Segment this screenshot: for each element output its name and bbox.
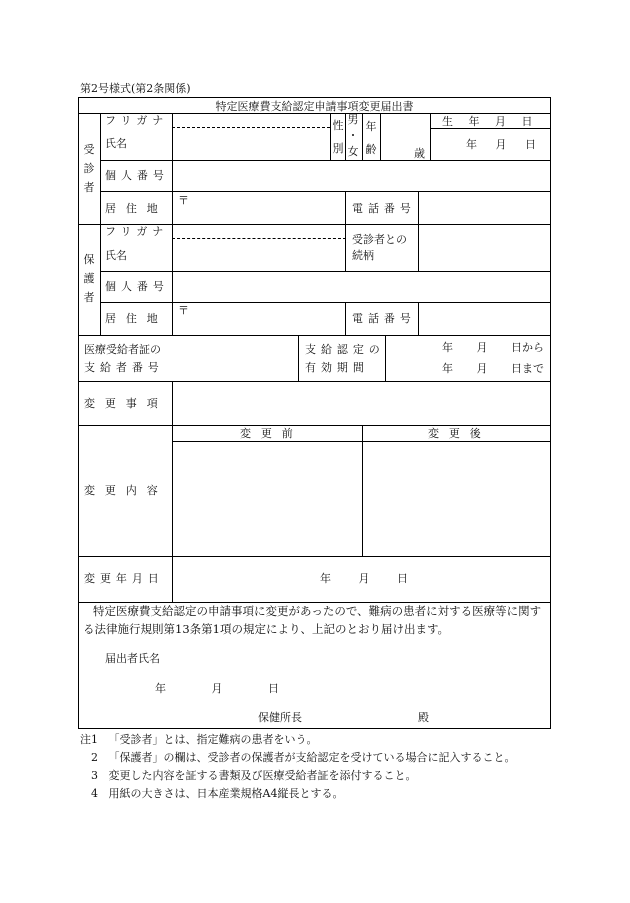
- certificate-label-2: 支給者番号: [84, 361, 164, 374]
- validity-label-2: 有効期間: [305, 361, 369, 374]
- addressee: 保健所長: [258, 711, 302, 724]
- birth-date-field[interactable]: 年 月 日: [466, 138, 536, 151]
- guardian-furigana-label: フリガナ: [105, 225, 169, 238]
- age-label: 年 齢: [365, 120, 377, 156]
- birth-label: 生 年 月 日: [442, 115, 533, 128]
- patient-name-label: 氏名: [105, 137, 127, 150]
- note-2: 2 「保護者」の欄は、受診者の保護者が支給認定を受けている場合に記入すること。: [91, 751, 516, 764]
- patient-id-label: 個人番号: [105, 169, 169, 182]
- form-title: 特定医療費支給認定申請事項変更届出書: [215, 100, 414, 113]
- col-line: [362, 113, 363, 160]
- note-4: 4 用紙の大きさは、日本産業規格A4縦長とする。: [91, 787, 344, 800]
- certificate-label-1: 医療受給者証の: [84, 343, 161, 356]
- col-line: [430, 113, 431, 160]
- age-unit: 歳: [414, 147, 425, 160]
- col-line: [345, 224, 346, 271]
- col-line: [345, 302, 346, 335]
- patient-group-label: 受 診 者: [83, 143, 95, 194]
- frame-right: [550, 97, 551, 729]
- divider: [172, 441, 551, 442]
- honorific: 殿: [418, 711, 429, 724]
- declaration-line-2: る法律施行規則第13条第1項の規定により、上記のとおり届け出ます。: [83, 622, 450, 636]
- note-1: 注1 「受診者」とは、指定難病の患者をいう。: [80, 733, 318, 746]
- divider: [100, 191, 550, 192]
- guardian-name-label: 氏名: [105, 249, 127, 262]
- note-3: 3 変更した内容を証する書類及び医療受給者証を添付すること。: [91, 769, 417, 782]
- divider: [100, 160, 550, 161]
- patient-furigana-label: フリガナ: [105, 114, 169, 127]
- col-line: [418, 191, 419, 224]
- guardian-phone-label: 電話番号: [352, 312, 416, 325]
- guardian-id-label: 個人番号: [105, 280, 169, 293]
- change-content-label: 変更内容: [84, 484, 168, 497]
- change-before-header: 変更前: [240, 427, 303, 440]
- label-col-divider-lower: [172, 381, 173, 602]
- validity-from[interactable]: 年 月 日から: [442, 341, 544, 354]
- change-date-field[interactable]: 年 月 日: [320, 572, 408, 585]
- sex-label: 性 別: [332, 119, 344, 155]
- declaration-line-1: 特定医療費支給認定の申請事項に変更があったので、難病の患者に対する医療等に関す: [93, 604, 542, 618]
- col-line: [298, 335, 299, 381]
- guardian-group-label: 保 護 者: [83, 253, 95, 304]
- divider: [78, 602, 551, 603]
- relation-label-1: 受診者との: [352, 233, 407, 246]
- divider: [78, 556, 551, 557]
- frame-top: [78, 97, 551, 98]
- change-item-label: 変更事項: [84, 397, 168, 410]
- divider: [100, 302, 550, 303]
- guardian-postal-mark: 〒: [178, 304, 189, 317]
- col-line: [380, 113, 381, 160]
- change-date-label: 変更年月日: [84, 572, 164, 585]
- relation-label-2: 続柄: [352, 249, 374, 262]
- validity-to[interactable]: 年 月 日まで: [442, 362, 544, 375]
- divider: [78, 425, 551, 426]
- col-line: [418, 302, 419, 335]
- divider: [78, 381, 551, 382]
- divider: [430, 128, 550, 129]
- frame-left: [78, 97, 79, 729]
- submitter-name-label: 届出者氏名: [105, 652, 160, 665]
- col-line: [345, 191, 346, 224]
- form-number: 第2号様式(第2条関係): [80, 82, 191, 95]
- divider: [100, 271, 550, 272]
- furigana-dash: [172, 238, 346, 239]
- change-after-header: 変更後: [428, 427, 491, 440]
- col-line: [385, 335, 386, 381]
- furigana-dash: [172, 127, 330, 128]
- patient-address-label: 居住地: [105, 202, 168, 215]
- col-line: [418, 224, 419, 271]
- divider: [78, 335, 551, 336]
- postal-mark: 〒: [178, 194, 189, 207]
- sex-options: 男 ・ 女: [347, 113, 359, 158]
- patient-phone-label: 電話番号: [352, 202, 416, 215]
- validity-label-1: 支給認定の: [305, 343, 385, 356]
- guardian-address-label: 居住地: [105, 312, 168, 325]
- frame-bottom: [78, 728, 551, 729]
- submission-date[interactable]: 年 月 日: [155, 682, 279, 695]
- col-line: [362, 425, 363, 556]
